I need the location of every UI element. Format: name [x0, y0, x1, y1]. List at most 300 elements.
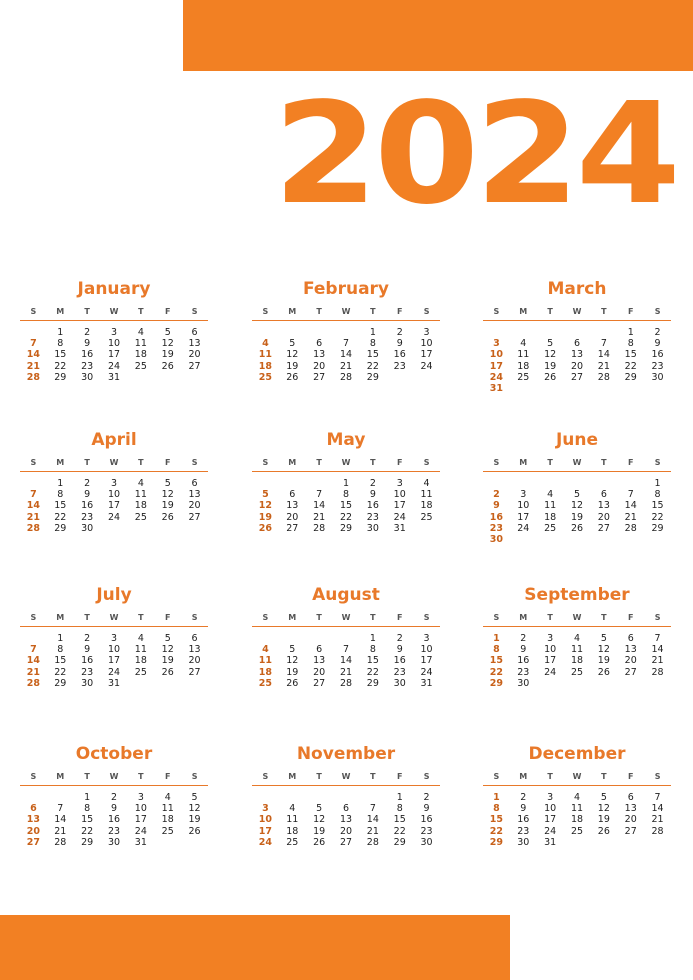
day-cell: 21 [651, 814, 664, 826]
day-cell: 28 [26, 677, 41, 689]
day-grid [252, 327, 440, 383]
weekday-label: S [30, 457, 37, 467]
weekday-label: S [654, 771, 661, 781]
day-cell: 24 [258, 836, 273, 848]
month-title: January [77, 279, 151, 299]
day-cell: 24 [393, 511, 406, 523]
month-title: August [312, 585, 380, 605]
weekday-label: T [601, 612, 607, 622]
day-cell: 30 [81, 522, 94, 534]
day-cell: 25 [258, 371, 273, 383]
day-cell: 29 [651, 522, 664, 534]
day-cell: 29 [366, 371, 379, 383]
day-cell: 9 [520, 644, 527, 656]
day-cell: 14 [597, 349, 610, 361]
month-divider [252, 471, 440, 472]
day-cell: 5 [316, 803, 323, 815]
weekday-label: S [191, 457, 198, 467]
day-cell: 24 [420, 360, 433, 372]
day-cell: 22 [489, 825, 504, 837]
day-cell: 20 [339, 825, 353, 837]
weekday-label: M [288, 771, 297, 781]
empty-cell [359, 792, 386, 803]
day-cell: 1 [493, 633, 500, 644]
day-cell: 10 [489, 349, 504, 361]
day-cell: 5 [289, 338, 296, 350]
weekday-header [483, 609, 671, 625]
day-cell: 28 [651, 666, 664, 678]
weekday-label: S [30, 306, 37, 316]
day-cell: 23 [81, 666, 94, 678]
day-cell: 30 [81, 371, 94, 383]
day-cell: 21 [624, 511, 637, 523]
weekday-label: T [84, 457, 90, 467]
day-cell: 7 [57, 803, 64, 815]
day-cell: 22 [339, 511, 353, 523]
day-cell: 20 [313, 666, 326, 678]
month-title: June [555, 430, 599, 450]
weekday-label: W [572, 612, 582, 622]
weekday-label: S [423, 771, 430, 781]
day-cell: 19 [597, 814, 610, 826]
weekday-label: F [164, 306, 171, 316]
day-cell: 5 [164, 478, 171, 489]
day-cell: 24 [107, 360, 121, 372]
weekday-label: S [654, 306, 661, 316]
empty-cell [537, 478, 564, 489]
day-cell: 29 [54, 522, 67, 534]
day-cell: 30 [81, 677, 94, 689]
day-cell: 14 [313, 500, 326, 512]
day-cell: 1 [84, 792, 91, 803]
day-cell: 9 [396, 644, 403, 656]
day-cell: 19 [286, 666, 299, 678]
day-cell: 25 [134, 360, 147, 372]
day-cell: 11 [134, 644, 147, 656]
weekday-label: M [288, 457, 297, 467]
day-cell: 7 [627, 489, 634, 501]
day-cell: 3 [423, 633, 430, 644]
day-cell: 5 [164, 327, 171, 338]
month-divider [252, 785, 440, 786]
day-cell: 1 [369, 633, 376, 644]
day-cell: 27 [188, 360, 201, 372]
empty-cell [252, 792, 279, 803]
day-cell: 4 [520, 338, 527, 350]
empty-cell [510, 327, 537, 338]
day-cell: 23 [651, 360, 664, 372]
day-cell: 3 [396, 478, 403, 489]
day-cell: 1 [654, 478, 661, 489]
day-cell: 3 [110, 478, 118, 489]
top-accent-bar [183, 0, 693, 71]
day-cell: 29 [54, 677, 67, 689]
weekday-label: T [601, 457, 607, 467]
day-cell: 7 [654, 633, 661, 644]
day-cell: 28 [26, 522, 41, 534]
weekday-header [252, 609, 440, 625]
weekday-label: S [262, 306, 269, 316]
day-cell: 10 [420, 644, 433, 656]
day-cell: 17 [107, 655, 121, 667]
day-cell: 10 [517, 500, 530, 512]
day-cell: 27 [313, 371, 326, 383]
day-cell: 29 [393, 836, 406, 848]
day-cell: 17 [393, 500, 406, 512]
day-cell: 12 [161, 644, 174, 656]
weekday-label: S [493, 771, 500, 781]
day-cell: 4 [423, 478, 430, 489]
day-cell: 2 [520, 792, 527, 803]
weekday-label: T [138, 457, 144, 467]
day-cell: 25 [570, 666, 584, 678]
day-cell: 26 [258, 522, 273, 534]
day-cell: 10 [420, 338, 433, 350]
day-cell: 7 [369, 803, 376, 815]
empty-cell [564, 327, 591, 338]
day-cell: 5 [262, 489, 269, 501]
day-cell: 4 [573, 792, 581, 803]
empty-cell [252, 327, 279, 338]
weekday-header [252, 454, 440, 470]
day-cell: 15 [54, 500, 67, 512]
weekday-label: S [30, 612, 37, 622]
day-cell: 22 [624, 360, 637, 372]
weekday-label: T [316, 771, 322, 781]
day-cell: 17 [544, 814, 557, 826]
weekday-label: T [84, 612, 90, 622]
day-cell: 27 [624, 666, 637, 678]
weekday-label: T [316, 306, 322, 316]
day-cell: 12 [161, 489, 174, 501]
month-divider [20, 785, 208, 786]
day-cell: 9 [654, 338, 661, 350]
day-cell: 25 [134, 511, 147, 523]
day-cell: 20 [286, 511, 299, 523]
day-cell: 15 [489, 814, 504, 826]
weekday-label: W [109, 771, 119, 781]
day-cell: 8 [654, 489, 661, 501]
day-cell: 2 [520, 633, 527, 644]
day-cell: 15 [366, 349, 379, 361]
day-cell: 12 [286, 655, 299, 667]
day-cell: 30 [393, 677, 406, 689]
weekday-label: F [164, 457, 171, 467]
empty-cell [306, 327, 333, 338]
weekday-label: T [370, 306, 376, 316]
day-cell: 15 [489, 655, 504, 667]
weekday-label: T [84, 306, 90, 316]
day-cell: 3 [262, 803, 269, 815]
day-cell: 10 [393, 489, 406, 501]
day-cell: 16 [517, 814, 530, 826]
day-cell: 29 [489, 677, 504, 689]
empty-cell [510, 478, 537, 489]
day-cell: 8 [57, 644, 64, 656]
day-cell: 19 [544, 360, 557, 372]
month-may [252, 429, 440, 534]
month-september [483, 584, 671, 689]
day-cell: 21 [26, 511, 41, 523]
day-cell: 26 [188, 825, 201, 837]
day-cell: 29 [489, 836, 504, 848]
day-cell: 7 [316, 489, 323, 501]
weekday-label: S [493, 306, 500, 316]
day-cell: 10 [544, 644, 557, 656]
weekday-label: T [138, 306, 144, 316]
year-title: 2024 [273, 73, 677, 236]
day-cell: 7 [342, 338, 350, 350]
month-title: March [547, 279, 607, 299]
day-cell: 31 [134, 836, 147, 848]
weekday-label: W [572, 771, 582, 781]
day-cell: 23 [393, 360, 406, 372]
weekday-label: S [191, 612, 198, 622]
day-cell: 1 [396, 792, 403, 803]
day-cell: 16 [366, 500, 379, 512]
weekday-label: M [288, 612, 297, 622]
month-divider [252, 626, 440, 627]
day-cell: 28 [339, 371, 353, 383]
weekday-label: S [423, 612, 430, 622]
weekday-label: T [370, 612, 376, 622]
day-cell: 25 [570, 825, 584, 837]
day-cell: 29 [366, 677, 379, 689]
day-cell: 6 [627, 633, 634, 644]
empty-cell [252, 633, 279, 644]
weekday-label: T [84, 771, 90, 781]
day-cell: 12 [161, 338, 174, 350]
day-grid [252, 478, 440, 534]
day-grid [20, 792, 208, 848]
day-cell: 8 [396, 803, 403, 815]
day-cell: 22 [81, 825, 94, 837]
day-cell: 18 [134, 349, 147, 361]
day-cell: 2 [84, 327, 91, 338]
day-cell: 27 [188, 511, 201, 523]
day-cell: 27 [597, 522, 610, 534]
day-cell: 30 [517, 836, 530, 848]
month-title: February [302, 279, 390, 299]
day-cell: 21 [597, 360, 610, 372]
day-cell: 27 [26, 836, 41, 848]
day-cell: 4 [547, 489, 554, 501]
weekday-header [483, 454, 671, 470]
day-cell: 17 [258, 825, 273, 837]
day-cell: 19 [597, 655, 610, 667]
day-cell: 21 [26, 360, 41, 372]
empty-cell [279, 633, 306, 644]
day-cell: 29 [81, 836, 94, 848]
weekday-label: F [627, 771, 634, 781]
weekday-label: T [370, 771, 376, 781]
day-cell: 4 [137, 633, 144, 644]
empty-cell [252, 478, 279, 489]
weekday-label: F [396, 306, 403, 316]
weekday-label: M [519, 612, 528, 622]
day-cell: 16 [81, 500, 94, 512]
day-cell: 2 [84, 478, 91, 489]
day-cell: 16 [651, 349, 664, 361]
day-cell: 8 [493, 803, 500, 815]
weekday-label: W [109, 612, 119, 622]
day-cell: 28 [651, 825, 664, 837]
day-grid [483, 633, 671, 689]
day-cell: 12 [188, 803, 201, 815]
day-cell: 2 [369, 478, 376, 489]
month-october [20, 743, 208, 848]
weekday-label: S [654, 457, 661, 467]
day-cell: 30 [420, 836, 433, 848]
weekday-label: S [30, 771, 37, 781]
day-cell: 16 [489, 511, 504, 523]
weekday-label: F [627, 306, 634, 316]
day-cell: 17 [517, 511, 530, 523]
weekday-label: F [396, 457, 403, 467]
day-cell: 28 [597, 371, 610, 383]
day-cell: 25 [517, 371, 530, 383]
weekday-label: S [191, 771, 198, 781]
month-divider [20, 320, 208, 321]
day-cell: 19 [258, 511, 273, 523]
day-cell: 26 [313, 836, 326, 848]
day-cell: 17 [489, 360, 504, 372]
day-cell: 28 [339, 677, 353, 689]
weekday-label: S [423, 457, 430, 467]
day-cell: 12 [258, 500, 273, 512]
weekday-label: T [547, 306, 553, 316]
weekday-header [20, 768, 208, 784]
day-cell: 30 [517, 677, 530, 689]
weekday-label: M [519, 457, 528, 467]
day-cell: 30 [489, 533, 504, 545]
day-cell: 20 [188, 500, 201, 512]
day-cell: 3 [520, 489, 527, 501]
empty-cell [47, 792, 74, 803]
weekday-label: S [493, 457, 500, 467]
weekday-label: M [56, 612, 65, 622]
day-cell: 23 [517, 666, 530, 678]
day-cell: 3 [547, 633, 554, 644]
weekday-label: S [191, 306, 198, 316]
day-cell: 22 [366, 360, 379, 372]
day-cell: 19 [161, 655, 174, 667]
day-cell: 31 [393, 522, 406, 534]
day-cell: 8 [84, 803, 91, 815]
day-cell: 8 [57, 489, 64, 501]
day-cell: 11 [134, 489, 147, 501]
day-grid [20, 478, 208, 534]
weekday-label: W [109, 306, 119, 316]
day-cell: 11 [517, 349, 530, 361]
day-cell: 3 [493, 338, 500, 350]
month-january [20, 278, 208, 383]
day-cell: 17 [134, 814, 147, 826]
day-cell: 20 [313, 360, 326, 372]
day-grid [483, 478, 671, 545]
month-divider [483, 471, 671, 472]
day-cell: 7 [30, 489, 37, 501]
day-cell: 28 [624, 522, 637, 534]
day-cell: 5 [164, 633, 171, 644]
day-cell: 26 [597, 825, 610, 837]
day-cell: 15 [339, 500, 353, 512]
day-cell: 11 [161, 803, 174, 815]
weekday-label: T [547, 457, 553, 467]
day-cell: 19 [286, 360, 299, 372]
day-cell: 22 [366, 666, 379, 678]
day-cell: 17 [420, 349, 433, 361]
empty-cell [306, 478, 333, 489]
day-cell: 27 [286, 522, 299, 534]
day-cell: 13 [26, 814, 41, 826]
day-cell: 18 [420, 500, 433, 512]
day-cell: 14 [624, 500, 637, 512]
weekday-label: M [56, 306, 65, 316]
month-april [20, 429, 208, 534]
day-cell: 15 [393, 814, 406, 826]
month-june [483, 429, 671, 545]
day-cell: 6 [191, 633, 198, 644]
day-cell: 12 [286, 349, 299, 361]
day-cell: 8 [369, 644, 376, 656]
day-cell: 13 [286, 500, 299, 512]
day-cell: 26 [570, 522, 584, 534]
month-december [483, 743, 671, 848]
day-cell: 10 [107, 489, 121, 501]
day-cell: 30 [107, 836, 121, 848]
bottom-accent-bar [0, 915, 510, 980]
weekday-label: W [341, 306, 351, 316]
month-divider [252, 320, 440, 321]
day-cell: 23 [393, 666, 406, 678]
day-cell: 11 [570, 644, 584, 656]
day-cell: 15 [54, 349, 67, 361]
day-cell: 22 [54, 666, 67, 678]
day-cell: 14 [26, 655, 41, 667]
day-cell: 20 [624, 655, 637, 667]
day-cell: 23 [81, 511, 94, 523]
month-february [252, 278, 440, 383]
day-cell: 9 [369, 489, 376, 501]
day-cell: 13 [624, 644, 637, 656]
month-title: April [91, 430, 137, 450]
day-cell: 2 [396, 327, 403, 338]
day-cell: 23 [420, 825, 433, 837]
day-cell: 21 [339, 360, 353, 372]
day-cell: 3 [423, 327, 430, 338]
weekday-label: M [56, 771, 65, 781]
day-cell: 11 [420, 489, 433, 501]
month-title: September [524, 585, 630, 605]
day-cell: 14 [651, 803, 664, 815]
day-cell: 3 [547, 792, 554, 803]
weekday-label: T [138, 771, 144, 781]
day-cell: 21 [54, 825, 67, 837]
day-cell: 24 [420, 666, 433, 678]
weekday-label: W [341, 612, 351, 622]
day-cell: 25 [420, 511, 433, 523]
day-cell: 24 [134, 825, 147, 837]
weekday-label: W [572, 457, 582, 467]
day-cell: 14 [26, 349, 41, 361]
month-divider [483, 320, 671, 321]
day-cell: 25 [286, 836, 299, 848]
day-cell: 25 [161, 825, 174, 837]
day-cell: 8 [342, 489, 350, 501]
empty-cell [564, 478, 591, 489]
day-cell: 18 [134, 500, 147, 512]
